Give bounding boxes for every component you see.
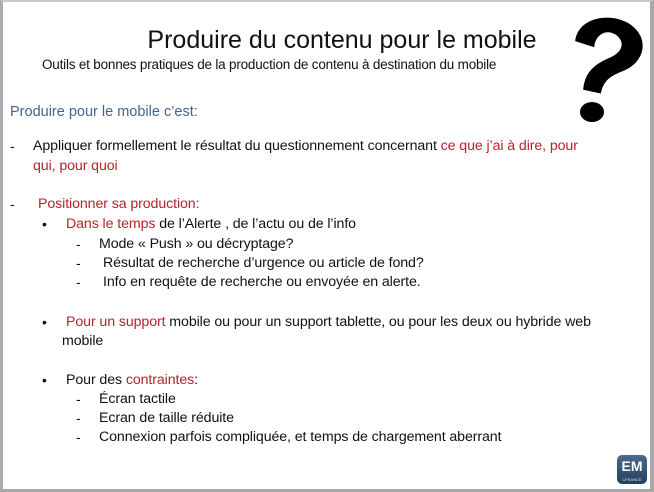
subitem-time [66, 216, 356, 232]
list-item-apply [33, 138, 578, 154]
subitem-text: mobile ou pour un support tablette, ou pour les deux ou hybride web [165, 314, 591, 330]
list-marker: - [76, 410, 81, 426]
logo-text: EM [621, 458, 643, 474]
list-marker: - [76, 255, 81, 271]
subsubitem: Écran tactile [99, 391, 176, 407]
bullet-marker: • [42, 216, 47, 232]
list-marker: - [10, 138, 15, 154]
list-marker: - [76, 429, 81, 445]
question-mark-icon [548, 8, 644, 126]
list-marker: - [76, 274, 81, 290]
item-highlight: ce que j’ai à dire, pour [440, 138, 578, 154]
subitem-suffix: : [194, 372, 198, 388]
list-marker: - [10, 196, 15, 212]
slide-title: Produire du contenu pour le mobile [147, 26, 537, 54]
bullet-marker: • [42, 314, 47, 330]
subitem-text: de l’Alerte , de l’actu ou de l’info [155, 216, 356, 232]
em-logo [617, 455, 647, 484]
subsubitem: Info en requête de recherche ou envoyée en alerte. [103, 274, 421, 290]
subsubitem: Ecran de taille réduite [99, 410, 234, 426]
subsubitem: Connexion parfois compliquée, et temps de chargement aberrant [99, 429, 502, 445]
subitem-highlight: Pour un support [66, 314, 166, 330]
subitem-highlight: Dans le temps [66, 216, 156, 232]
subsubitem: Mode « Push » ou décryptage? [99, 236, 294, 252]
item-text: Appliquer formellement le résultat du questionnement concernant [33, 138, 441, 154]
list-marker: - [76, 391, 81, 407]
list-item-position: Positionner sa production: [38, 196, 200, 212]
subitem-constraints [66, 372, 198, 388]
subitem-support [66, 314, 591, 330]
subitem-prefix: Pour des [66, 372, 126, 388]
section-heading: Produire pour le mobile c’est: [10, 104, 198, 120]
subitem-highlight: contraintes [125, 372, 195, 388]
subitem-text-continued: mobile [62, 333, 104, 349]
bullet-marker: • [42, 372, 47, 388]
logo-subtext: CFRANCE [622, 477, 642, 482]
slide-subtitle: Outils et bonnes pratiques de la production de contenu à destination du mobile [42, 57, 497, 72]
list-marker: - [76, 236, 81, 252]
subsubitem: Résultat de recherche d’urgence ou article de fond? [103, 255, 424, 271]
item-highlight-continued: qui, pour quoi [33, 158, 118, 174]
